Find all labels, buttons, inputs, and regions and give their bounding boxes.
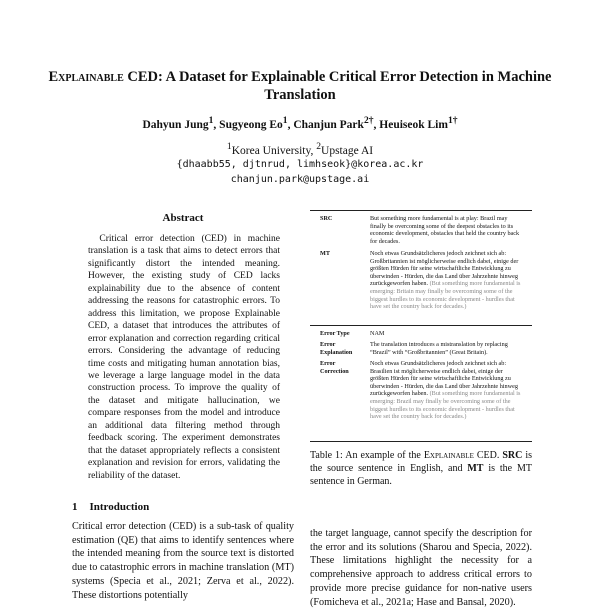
section-title: Introduction	[89, 501, 150, 513]
correction-gloss: (But something more fundamental is emerging: Brazil may finally be overcoming some of the biggest hurdles to its economic development - hurdles that have set the country back for decades.)	[370, 390, 521, 421]
author-mark: 1†	[447, 115, 458, 126]
caption-text: CED.	[473, 450, 503, 461]
author-list: Dahyun Jung$^1$, Sugyeong Eo$^1$, Chanjun Park$^{2\dagger}$, Heuiseok Lim$^{1\dagger}$	[142, 115, 458, 131]
section-heading	[72, 501, 149, 513]
mt-cell	[370, 250, 522, 311]
affiliation-line	[40, 140, 560, 158]
mt-label: MT	[320, 250, 330, 257]
paper-title	[40, 68, 560, 104]
caption-smallcaps: Explainable	[423, 450, 474, 461]
abstract-body	[88, 233, 280, 482]
src-text: But something more fundamental is at play: Brazil may finally be overcoming some of the deepest obstacles to its economic development, obstacles that held the country back for decades.	[370, 215, 520, 245]
caption-text: Table 1: An example of the	[310, 450, 424, 461]
error-explanation-text: The translation introduces a mistranslation by replacing “Brazil” with “Großbritannien” (Great Britain).	[370, 341, 508, 356]
table-rule	[310, 210, 532, 211]
correction-text: Noch etwas Grundsätzlicheres jedoch zeichnet sich ab: Brasilien ist möglicherweise endlich dabei, einige der größten Hürden für seine wirtschaftliche Entwicklung zu überwinden - Hürden, die das Land über Jahrzehnte hinweg zurückgeworfen haben.	[370, 360, 518, 398]
src-label: SRC	[320, 215, 333, 222]
author-name: Heuiseok Lim	[379, 118, 448, 131]
table-rule	[310, 325, 532, 326]
affil-mark: 2	[316, 141, 322, 152]
abstract-text: Critical error detection (CED) in machine translation is a task that aims to detect errors that significantly distort the intended meaning. However, the existing study of CED lacks explainability due to the absence of content addressing the reasons for catastrophic errors. To address this limitation, we propose Explainable CED, a dataset that introduces the attributes of error explanation and correction regarding critical errors. Considering the advantage of reducing time costs and mitigating human annotation bias, we leverage a large language model in the data construction process. To improve the quality of the dataset and mitigate hallucination, we compare responses from the model and introduce an additional data filtering method through feedback scoring. The experiment demonstrates that the dataset appropriately reflects a consistent explanation and revision for errors, validating the reliability of the dataset.	[88, 234, 280, 481]
affil-mark: 1	[226, 141, 232, 152]
table-caption	[310, 449, 532, 488]
title-rest: CED: A Dataset for Explainable Critical Error Detection in Machine Translation	[127, 69, 552, 103]
author-mark: 1	[282, 115, 288, 126]
author-name: Dahyun Jung	[142, 118, 209, 131]
author-name: Sugyeong Eo	[219, 118, 283, 131]
affil-korea: Korea University,	[231, 144, 317, 157]
email-line: {dhaabb55, djtnrud, limhseok}@korea.ac.kr	[176, 159, 424, 171]
example-table	[310, 210, 532, 443]
mt-gloss: (But something more fundamental is emerging: Britain may finally be overcoming some of the biggest hurdles to its economic development - hurdles that have set the country back for decades.)	[370, 280, 521, 311]
error-correction-label: Error Correction	[320, 360, 349, 375]
error-type-value: NAM	[370, 330, 385, 337]
intro-left-text: Critical error detection (CED) is a sub-task of quality estimation (QE) that aims to identify sentences where the intended meaning from the source text is distorted due to catastrophic errors in machine translation (MT) systems (Specia et al., 2021; Zerva et al., 2022). These distortions potentially	[72, 521, 294, 601]
author-name: Chanjun Park	[293, 118, 364, 131]
mt-text: Noch etwas Grundsätzlicheres jedoch zeichnet sich ab: Großbritannien ist möglicherweise endlich dabei, einige der größten Hürden für seine wirtschaftliche Entwicklung zu überwinden - Hürden, die das Land über Jahrzehnte hinweg zurückgeworfen haben.	[370, 250, 519, 288]
abstract-heading: Abstract	[162, 212, 204, 224]
caption-text: is the source sentence in English, and	[310, 450, 533, 474]
affiliations	[40, 140, 560, 187]
caption-text: is the MT sentence in German.	[310, 463, 533, 487]
author-mark: 1	[208, 115, 214, 126]
affil-upstage: Upstage AI	[321, 144, 374, 157]
error-correction-cell	[370, 360, 522, 421]
table-rule	[310, 441, 532, 442]
title-smallcaps: Explainable	[48, 69, 124, 85]
error-explanation-label: Error Explanation	[320, 341, 353, 356]
caption-mt: MT	[467, 463, 484, 474]
email-line: chanjun.park@upstage.ai	[230, 173, 370, 185]
author-mark: 2†	[363, 115, 374, 126]
caption-src: SRC	[502, 450, 523, 461]
intro-right-text: the target language, cannot specify the description for the error and its solutions (Sharou and Specia, 2022). These limitations highlight the necessity for a comprehensive approach to address critical errors to provide more precise guidance for non-native users (Fomicheva et al., 2021a; Hase and Bansal, 2020).	[310, 528, 532, 608]
error-type-label: Error Type	[320, 330, 350, 337]
section-number: 1	[72, 501, 78, 513]
